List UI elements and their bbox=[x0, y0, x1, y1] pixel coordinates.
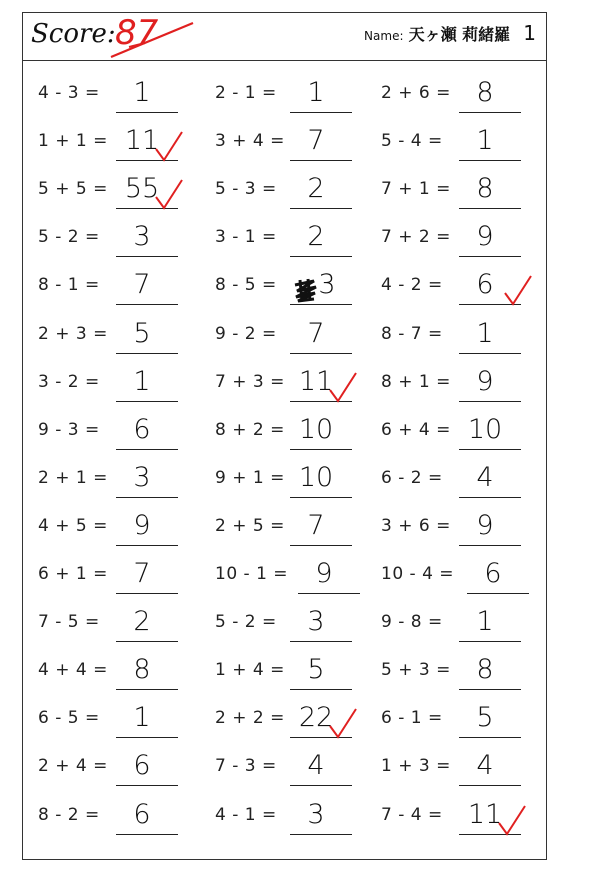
problem-item bbox=[215, 365, 380, 402]
handwritten-answer: 1 bbox=[133, 77, 151, 108]
handwritten-answer: 6 bbox=[133, 798, 151, 830]
answer-line bbox=[116, 401, 178, 402]
answer-line bbox=[290, 497, 352, 498]
problem-expression: 7 + 2 = bbox=[381, 227, 451, 248]
problem-item bbox=[215, 125, 380, 161]
problem-item bbox=[215, 606, 380, 642]
handwritten-answer: 8 bbox=[476, 173, 494, 205]
handwritten-answer: 4 bbox=[476, 461, 494, 493]
problem-item bbox=[381, 125, 546, 161]
answer-line bbox=[459, 401, 521, 402]
problem-item bbox=[38, 509, 203, 546]
problem-item bbox=[215, 798, 380, 835]
problem-expression: 3 - 1 = bbox=[215, 227, 277, 248]
problem-item bbox=[38, 558, 203, 594]
problem-item bbox=[381, 509, 546, 546]
answer-line bbox=[290, 256, 352, 257]
handwritten-answer: 7 bbox=[133, 558, 151, 589]
problem-expression: 3 - 2 = bbox=[38, 371, 100, 392]
handwritten-answer: 1 bbox=[133, 365, 151, 397]
red-check-mark-icon bbox=[154, 129, 184, 163]
handwritten-answer: 6 bbox=[484, 558, 502, 589]
red-check-mark-icon bbox=[328, 370, 358, 404]
problem-item bbox=[215, 173, 380, 209]
answer-line bbox=[459, 497, 521, 498]
problem-expression: 2 + 2 = bbox=[215, 708, 285, 729]
answer-line bbox=[116, 497, 178, 498]
problem-expression: 5 + 5 = bbox=[38, 179, 108, 200]
problem-item bbox=[38, 798, 203, 835]
problem-item bbox=[38, 173, 203, 209]
answer-line bbox=[290, 641, 352, 642]
handwritten-answer: 10 bbox=[467, 413, 503, 445]
handwritten-answer: 5 bbox=[133, 317, 151, 349]
handwritten-answer: 7 bbox=[307, 509, 325, 541]
handwritten-answer: 8 bbox=[476, 654, 494, 686]
problem-item bbox=[215, 269, 380, 305]
problem-expression: 8 + 2 = bbox=[215, 419, 285, 440]
problem-expression: 7 + 3 = bbox=[215, 371, 285, 392]
problem-item bbox=[38, 654, 203, 690]
problem-item bbox=[215, 461, 380, 498]
problem-item bbox=[38, 77, 203, 113]
problem-item bbox=[381, 365, 546, 402]
problem-item bbox=[381, 606, 546, 642]
handwritten-answer: 9 bbox=[133, 509, 151, 541]
handwritten-answer: 6 bbox=[476, 269, 494, 301]
answer-line bbox=[290, 449, 352, 450]
answer-line bbox=[290, 689, 352, 690]
problem-expression: 1 + 3 = bbox=[381, 756, 451, 777]
handwritten-answer: 9 bbox=[476, 221, 494, 253]
problem-expression: 5 - 3 = bbox=[215, 179, 277, 200]
page-number: 1 bbox=[523, 21, 536, 45]
handwritten-answer: 4 bbox=[307, 750, 325, 782]
answer-line bbox=[459, 208, 521, 209]
answer-line bbox=[290, 545, 352, 546]
answer-line bbox=[459, 256, 521, 257]
problem-item bbox=[381, 461, 546, 498]
problem-item bbox=[381, 77, 546, 113]
problem-expression: 3 + 6 = bbox=[381, 515, 451, 536]
answer-line bbox=[459, 785, 521, 786]
problem-item bbox=[381, 750, 546, 786]
problem-expression: 8 - 5 = bbox=[215, 275, 277, 296]
handwritten-answer: 5 bbox=[307, 654, 325, 686]
answer-line bbox=[459, 112, 521, 113]
problem-expression: 8 - 1 = bbox=[38, 275, 100, 296]
handwritten-answer: 3 bbox=[133, 461, 151, 493]
problem-item bbox=[215, 317, 380, 354]
name-field bbox=[364, 21, 536, 45]
handwritten-answer: 9 bbox=[315, 558, 333, 589]
problem-expression: 10 - 1 = bbox=[215, 564, 289, 584]
answer-line bbox=[116, 689, 178, 690]
answer-line bbox=[459, 353, 521, 354]
handwritten-answer: 7 bbox=[133, 269, 151, 301]
handwritten-answer: 1 bbox=[133, 702, 151, 734]
handwritten-answer: 9 bbox=[476, 365, 494, 397]
problem-expression: 6 - 5 = bbox=[38, 708, 100, 729]
worksheet bbox=[22, 12, 547, 860]
problem-expression: 6 + 4 = bbox=[381, 419, 451, 440]
problem-item bbox=[38, 702, 203, 738]
answer-line bbox=[459, 641, 521, 642]
handwritten-answer: 1 bbox=[476, 606, 494, 638]
problem-expression: 2 - 1 = bbox=[215, 83, 277, 103]
problem-expression: 5 - 2 = bbox=[215, 612, 277, 633]
handwritten-answer: 1 bbox=[476, 125, 494, 157]
problem-item bbox=[215, 750, 380, 786]
problem-expression: 7 - 4 = bbox=[381, 804, 443, 825]
problem-expression: 4 + 4 = bbox=[38, 660, 108, 681]
answer-line bbox=[290, 834, 352, 835]
problem-item bbox=[38, 365, 203, 402]
answer-line bbox=[290, 112, 352, 113]
problem-item bbox=[381, 173, 546, 209]
answer-line bbox=[459, 160, 521, 161]
problem-item bbox=[381, 269, 546, 305]
problem-item bbox=[38, 461, 203, 498]
problem-expression: 9 - 3 = bbox=[38, 419, 100, 440]
problem-expression: 7 - 3 = bbox=[215, 756, 277, 777]
problem-expression: 4 - 1 = bbox=[215, 804, 277, 825]
handwritten-answer: 3 bbox=[307, 606, 325, 638]
problem-expression: 5 + 3 = bbox=[381, 660, 451, 681]
problem-item bbox=[381, 413, 546, 450]
problem-expression: 1 + 1 = bbox=[38, 131, 108, 152]
answer-line bbox=[459, 737, 521, 738]
scribble-out-mark bbox=[292, 277, 320, 303]
problem-expression: 1 + 4 = bbox=[215, 660, 285, 681]
handwritten-answer: 10 bbox=[298, 461, 334, 493]
answer-line bbox=[459, 545, 521, 546]
red-check-mark-icon bbox=[497, 803, 527, 837]
handwritten-answer: 3 bbox=[307, 798, 325, 830]
problem-item bbox=[38, 221, 203, 257]
handwritten-answer: 4 bbox=[476, 750, 494, 782]
handwritten-answer: 7 bbox=[307, 317, 325, 349]
problem-expression: 6 + 1 = bbox=[38, 564, 108, 584]
score-strike-mark bbox=[109, 17, 199, 61]
problem-expression: 2 + 4 = bbox=[38, 756, 108, 777]
problem-item bbox=[38, 269, 203, 305]
problem-expression: 5 - 4 = bbox=[381, 131, 443, 152]
problem-expression: 10 - 4 = bbox=[381, 564, 455, 584]
problem-item bbox=[38, 606, 203, 642]
problem-item bbox=[381, 558, 546, 594]
problem-expression: 2 + 1 = bbox=[38, 467, 108, 488]
red-check-mark-icon bbox=[503, 273, 533, 307]
answer-line bbox=[290, 160, 352, 161]
problem-expression: 5 - 2 = bbox=[38, 227, 100, 248]
problem-expression: 9 + 1 = bbox=[215, 467, 285, 488]
answer-line bbox=[116, 641, 178, 642]
handwritten-answer: 10 bbox=[298, 413, 334, 445]
answer-line bbox=[116, 593, 178, 594]
problem-expression: 9 - 2 = bbox=[215, 323, 277, 344]
handwritten-answer: 8 bbox=[133, 654, 151, 686]
problem-expression: 7 - 5 = bbox=[38, 612, 100, 633]
handwritten-answer: 3 bbox=[133, 221, 151, 253]
problem-item bbox=[215, 654, 380, 690]
problem-item bbox=[381, 702, 546, 738]
problem-expression: 2 + 5 = bbox=[215, 515, 285, 536]
handwritten-answer: 5 bbox=[476, 702, 494, 734]
handwritten-answer: 3 bbox=[318, 269, 336, 301]
problem-item bbox=[38, 413, 203, 450]
handwritten-answer: 22 bbox=[298, 702, 334, 734]
red-check-mark-icon bbox=[154, 177, 184, 211]
handwritten-answer: 2 bbox=[133, 606, 151, 638]
answer-line bbox=[116, 737, 178, 738]
name-label: Name: bbox=[364, 29, 404, 43]
handwritten-answer: 2 bbox=[307, 221, 325, 253]
problem-expression: 2 + 3 = bbox=[38, 323, 108, 344]
handwritten-answer: 7 bbox=[307, 125, 325, 157]
problem-item bbox=[381, 221, 546, 257]
problem-expression: 8 + 1 = bbox=[381, 371, 451, 392]
problem-expression: 3 + 4 = bbox=[215, 131, 285, 152]
answer-line bbox=[116, 353, 178, 354]
problem-expression: 8 - 2 = bbox=[38, 804, 100, 825]
handwritten-answer: 6 bbox=[133, 750, 151, 782]
handwritten-answer: 11 bbox=[298, 365, 334, 397]
problem-expression: 4 + 5 = bbox=[38, 515, 108, 536]
answer-line bbox=[290, 353, 352, 354]
answer-line bbox=[290, 208, 352, 209]
problem-item bbox=[381, 654, 546, 690]
answer-line bbox=[116, 545, 178, 546]
answer-line bbox=[116, 834, 178, 835]
answer-line bbox=[459, 449, 521, 450]
problem-expression: 9 - 8 = bbox=[381, 612, 443, 633]
answer-line bbox=[290, 785, 352, 786]
handwritten-answer: 2 bbox=[307, 173, 325, 205]
handwritten-answer: 11 bbox=[467, 798, 503, 830]
problem-item bbox=[215, 702, 380, 738]
answer-line bbox=[116, 256, 178, 257]
problem-item bbox=[215, 413, 380, 450]
handwritten-answer: 8 bbox=[476, 77, 494, 108]
problem-item bbox=[381, 317, 546, 354]
score-value: 87 bbox=[115, 13, 159, 53]
handwritten-answer: 6 bbox=[133, 413, 151, 445]
answer-line bbox=[459, 689, 521, 690]
answer-line bbox=[290, 304, 352, 305]
problem-item bbox=[381, 798, 546, 835]
problem-expression: 4 - 3 = bbox=[38, 83, 100, 103]
student-name: 天ヶ瀬 莉緒羅 bbox=[408, 25, 511, 44]
problem-item bbox=[38, 125, 203, 161]
red-check-mark-icon bbox=[328, 706, 358, 740]
handwritten-answer: 9 bbox=[476, 509, 494, 541]
problem-item bbox=[215, 77, 380, 113]
problem-expression: 4 - 2 = bbox=[381, 275, 443, 296]
problem-item bbox=[38, 317, 203, 354]
score-label: Score: bbox=[31, 19, 116, 49]
handwritten-answer: 11 bbox=[124, 125, 160, 157]
problem-item bbox=[215, 509, 380, 546]
worksheet-header bbox=[23, 13, 546, 61]
answer-line bbox=[467, 593, 529, 594]
answer-line bbox=[116, 785, 178, 786]
problem-item bbox=[215, 558, 380, 594]
answer-line bbox=[116, 112, 178, 113]
problem-expression: 8 - 7 = bbox=[381, 323, 443, 344]
answer-line bbox=[298, 593, 360, 594]
handwritten-answer: 1 bbox=[307, 77, 325, 108]
problem-expression: 6 - 1 = bbox=[381, 708, 443, 729]
handwritten-answer: 1 bbox=[476, 317, 494, 349]
problem-expression: 2 + 6 = bbox=[381, 83, 451, 103]
problem-expression: 7 + 1 = bbox=[381, 179, 451, 200]
problem-item bbox=[38, 750, 203, 786]
problem-expression: 6 - 2 = bbox=[381, 467, 443, 488]
answer-line bbox=[116, 304, 178, 305]
problem-item bbox=[215, 221, 380, 257]
handwritten-answer: 55 bbox=[124, 173, 160, 205]
answer-line bbox=[116, 449, 178, 450]
